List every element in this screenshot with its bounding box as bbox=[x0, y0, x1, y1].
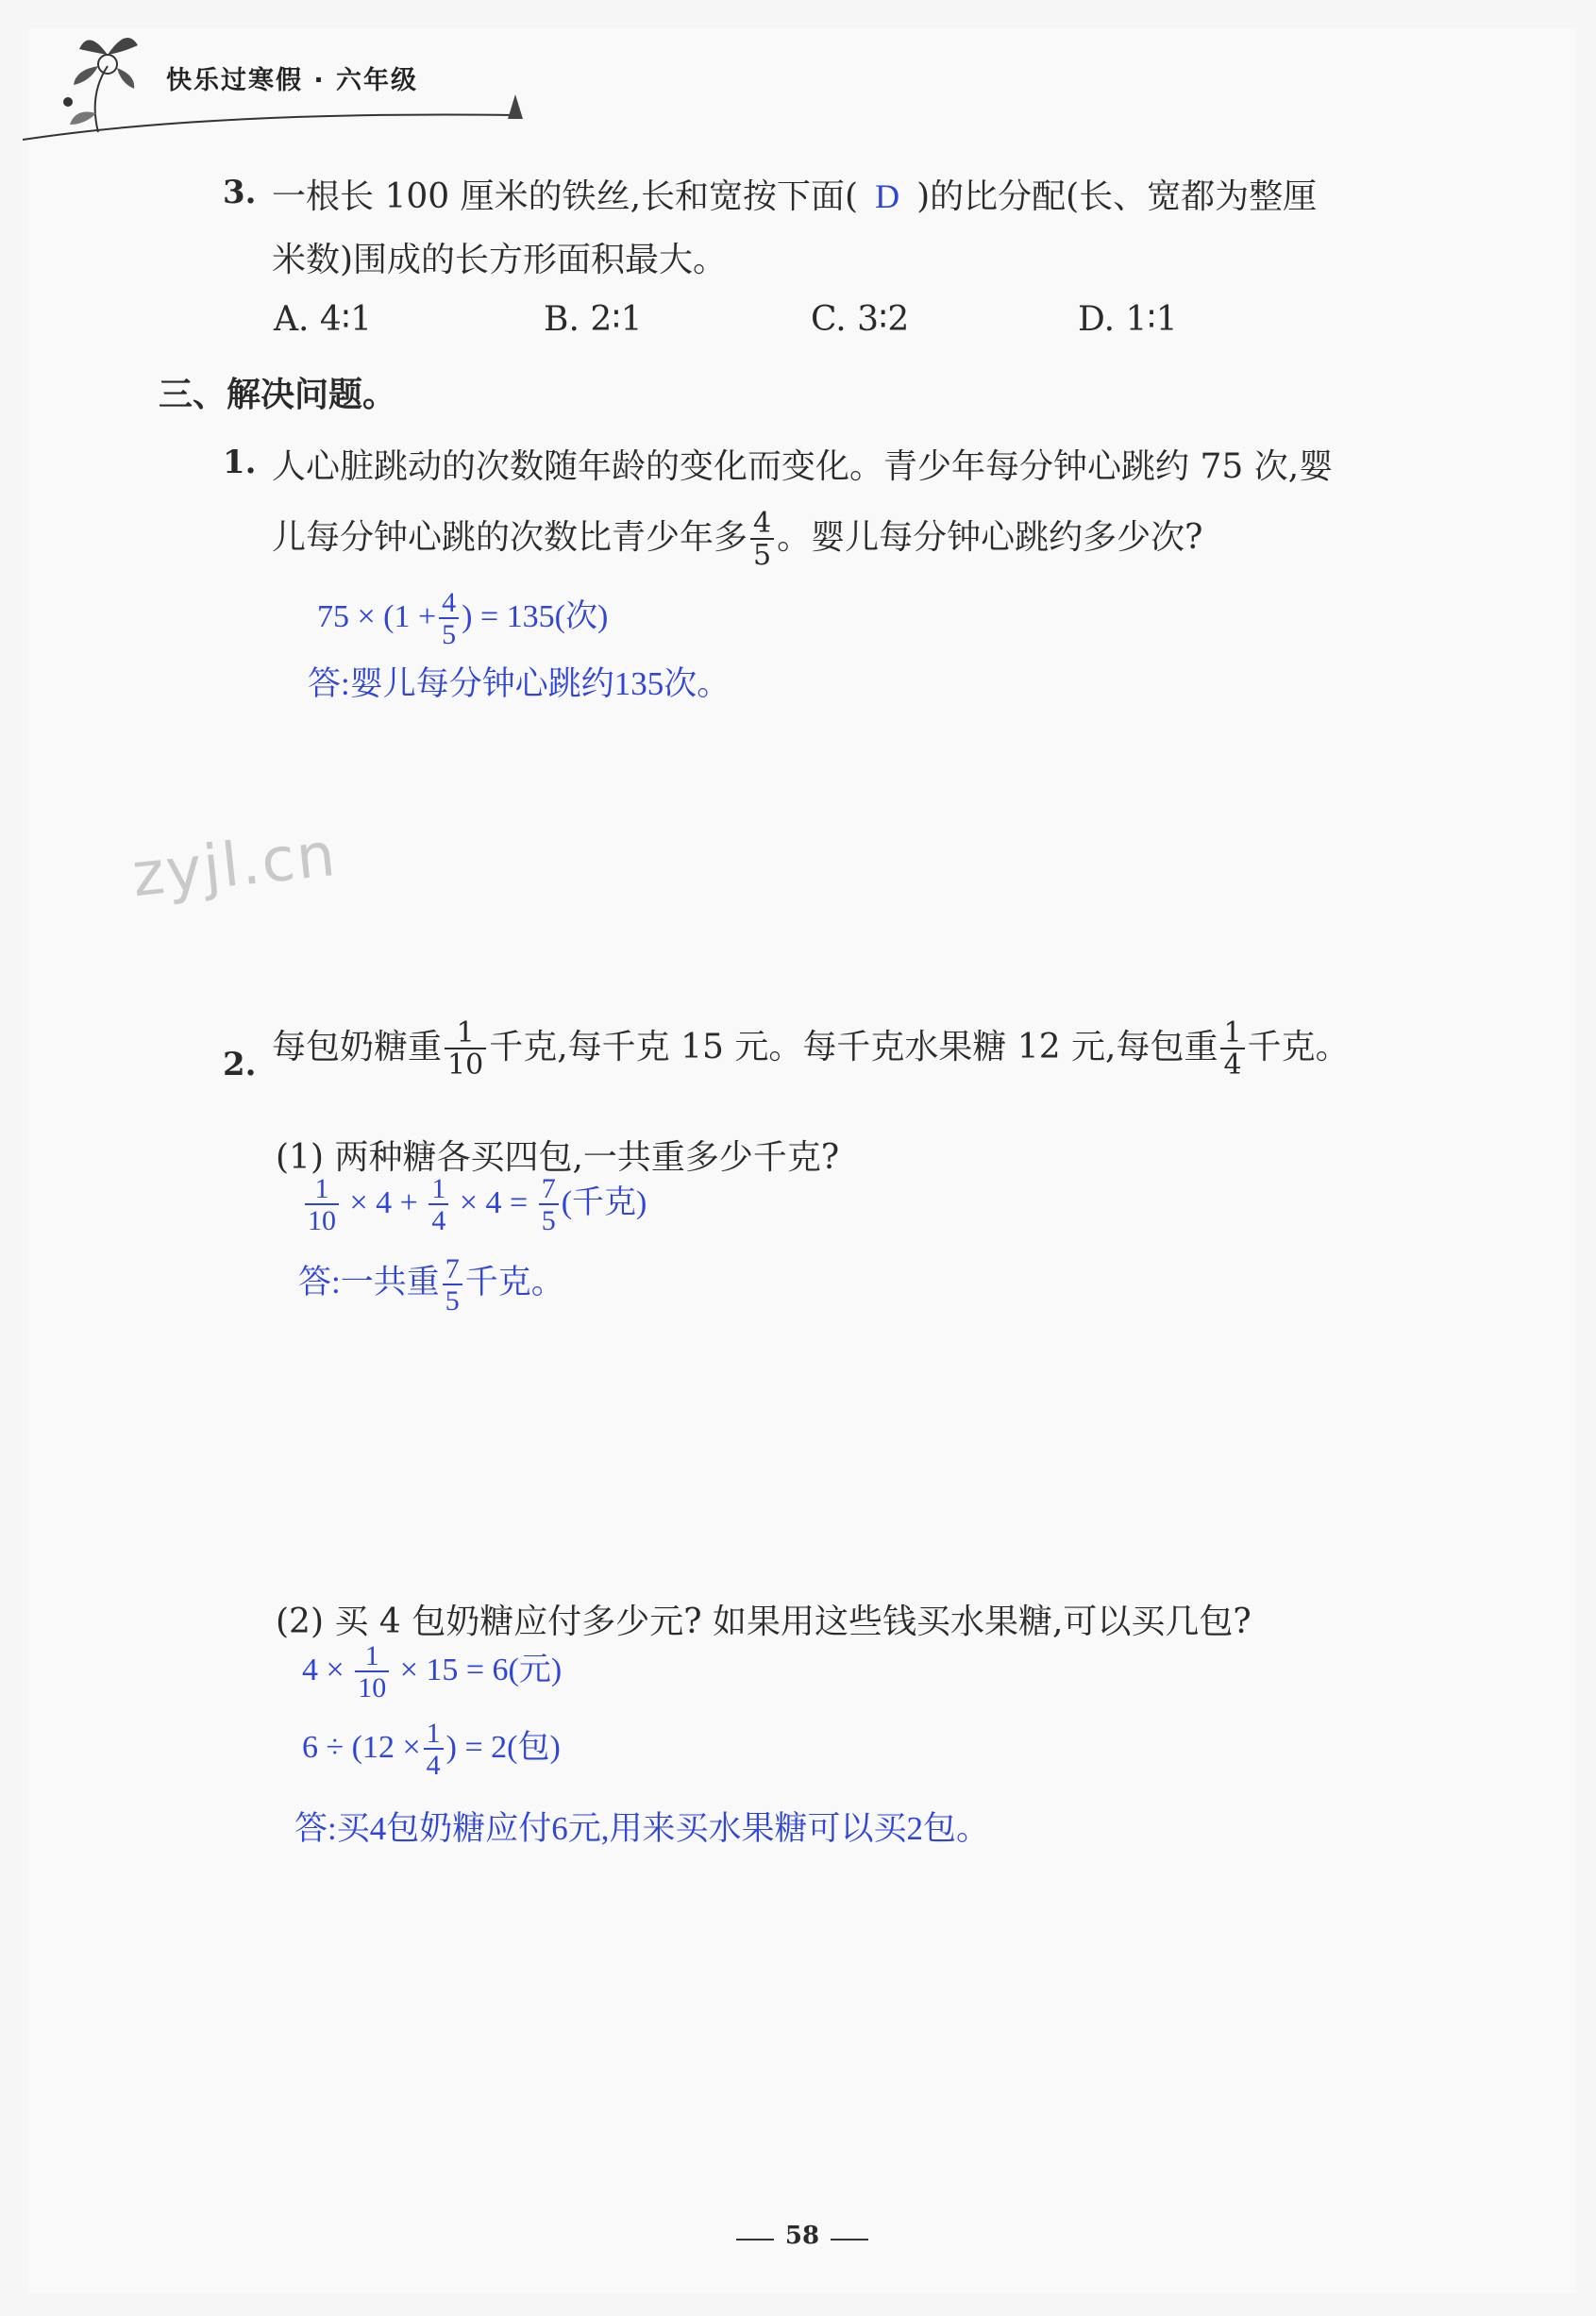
fraction bbox=[750, 507, 774, 572]
page-header-title: 快乐过寒假 · 六年级 bbox=[166, 66, 419, 95]
problem-text-line bbox=[272, 507, 1203, 572]
fraction bbox=[539, 1175, 559, 1235]
calc-text: ) = 2(包) bbox=[445, 1729, 561, 1765]
option-a: A. 4∶1 bbox=[274, 300, 373, 339]
fraction-denominator: 4 bbox=[424, 1748, 444, 1780]
handwritten-answer: D bbox=[875, 177, 900, 215]
problem-text-line bbox=[272, 1016, 1350, 1082]
fraction-numerator: 7 bbox=[445, 1253, 460, 1284]
fraction bbox=[424, 1720, 444, 1780]
fraction-numerator: 1 bbox=[1223, 1016, 1242, 1049]
question-text: 米数)围成的长方形面积最大。 bbox=[272, 241, 728, 279]
sub-question: (1) 两种糖各买四包,一共重多少千克? bbox=[276, 1138, 840, 1177]
question-text: 一根长 100 厘米的铁丝,长和宽按下面( bbox=[272, 177, 859, 216]
handwritten-calculation bbox=[302, 1720, 561, 1780]
page-number: 58 bbox=[784, 2222, 820, 2250]
problem-text: 。婴儿每分钟心跳约多少次? bbox=[777, 518, 1203, 557]
question-text: )的比分配(长、宽都为整厘 bbox=[916, 177, 1318, 216]
fraction-denominator: 10 bbox=[305, 1203, 339, 1235]
problem-number: 1. bbox=[223, 444, 257, 481]
handwritten-answer: 答:买4包奶糖应付6元,用来买水果糖可以买2包。 bbox=[294, 1810, 989, 1847]
fraction bbox=[443, 1255, 462, 1316]
fraction-numerator: 1 bbox=[314, 1173, 329, 1204]
fraction-numerator: 4 bbox=[753, 507, 772, 540]
page-footer bbox=[727, 2222, 878, 2250]
problem-text: 千克,每千克 15 元。每千克水果糖 12 元,每包重 bbox=[489, 1028, 1218, 1066]
fraction bbox=[355, 1642, 389, 1703]
calc-text: 4 × bbox=[302, 1652, 344, 1687]
fraction-numerator: 1 bbox=[456, 1016, 475, 1049]
fraction-denominator: 10 bbox=[445, 1048, 486, 1080]
handwritten-answer bbox=[298, 1255, 564, 1316]
fraction-numerator: 7 bbox=[541, 1173, 556, 1204]
watermark: zyjl.cn bbox=[128, 819, 341, 912]
fraction bbox=[305, 1175, 339, 1235]
fraction-denominator: 5 bbox=[439, 617, 459, 649]
question-text-line bbox=[272, 170, 1317, 218]
fraction bbox=[439, 589, 459, 649]
fraction bbox=[445, 1016, 486, 1082]
problem-text: 每包奶糖重 bbox=[272, 1028, 443, 1066]
fraction bbox=[1220, 1016, 1244, 1082]
option-c: C. 3∶2 bbox=[811, 300, 910, 339]
fraction-denominator: 4 bbox=[428, 1203, 448, 1235]
fraction-denominator: 10 bbox=[355, 1670, 389, 1703]
problem-text: 人心脏跳动的次数随年龄的变化而变化。青少年每分钟心跳约 75 次,婴 bbox=[272, 447, 1334, 486]
fraction-numerator: 4 bbox=[442, 587, 457, 618]
calc-text: × 15 = 6(元) bbox=[399, 1652, 563, 1687]
question-number: 3. bbox=[223, 174, 257, 211]
section-title: 三、解决问题。 bbox=[159, 376, 397, 414]
sub-question: (2) 买 4 包奶糖应付多少元? 如果用这些钱买水果糖,可以买几包? bbox=[276, 1603, 1252, 1641]
option-d: D. 1∶1 bbox=[1078, 300, 1178, 339]
fraction-numerator: 1 bbox=[426, 1718, 441, 1749]
footer-rule bbox=[831, 2239, 868, 2240]
fraction-numerator: 1 bbox=[364, 1640, 379, 1671]
workbook-page bbox=[28, 28, 1576, 2293]
calc-text: 75 × (1 + bbox=[317, 598, 437, 634]
fraction-denominator: 4 bbox=[1220, 1048, 1244, 1080]
fraction-numerator: 1 bbox=[431, 1173, 446, 1204]
fraction-denominator: 5 bbox=[750, 538, 774, 570]
answer-text: 答:一共重 bbox=[298, 1264, 440, 1301]
option-b: B. 2∶1 bbox=[544, 300, 643, 339]
problem-number: 2. bbox=[223, 1046, 257, 1083]
problem-text: 儿每分钟心跳的次数比青少年多 bbox=[272, 518, 748, 557]
calc-text: ) = 135(次) bbox=[462, 598, 609, 634]
fraction-denominator: 5 bbox=[443, 1284, 462, 1316]
calc-text: (千克) bbox=[561, 1184, 647, 1220]
footer-rule bbox=[736, 2239, 774, 2240]
answer-text: 千克。 bbox=[464, 1264, 564, 1301]
problem-text: 千克。 bbox=[1247, 1028, 1350, 1066]
calc-text: 6 ÷ (12 × bbox=[302, 1729, 421, 1765]
fraction-denominator: 5 bbox=[539, 1203, 559, 1235]
calc-text: × 4 = bbox=[459, 1184, 529, 1220]
handwritten-calculation bbox=[302, 1175, 647, 1235]
handwritten-answer: 答:婴儿每分钟心跳约135次。 bbox=[308, 665, 731, 702]
fraction bbox=[428, 1175, 448, 1235]
handwritten-calculation bbox=[317, 589, 608, 649]
handwritten-calculation bbox=[302, 1642, 562, 1703]
calc-text: × 4 + bbox=[349, 1184, 418, 1220]
